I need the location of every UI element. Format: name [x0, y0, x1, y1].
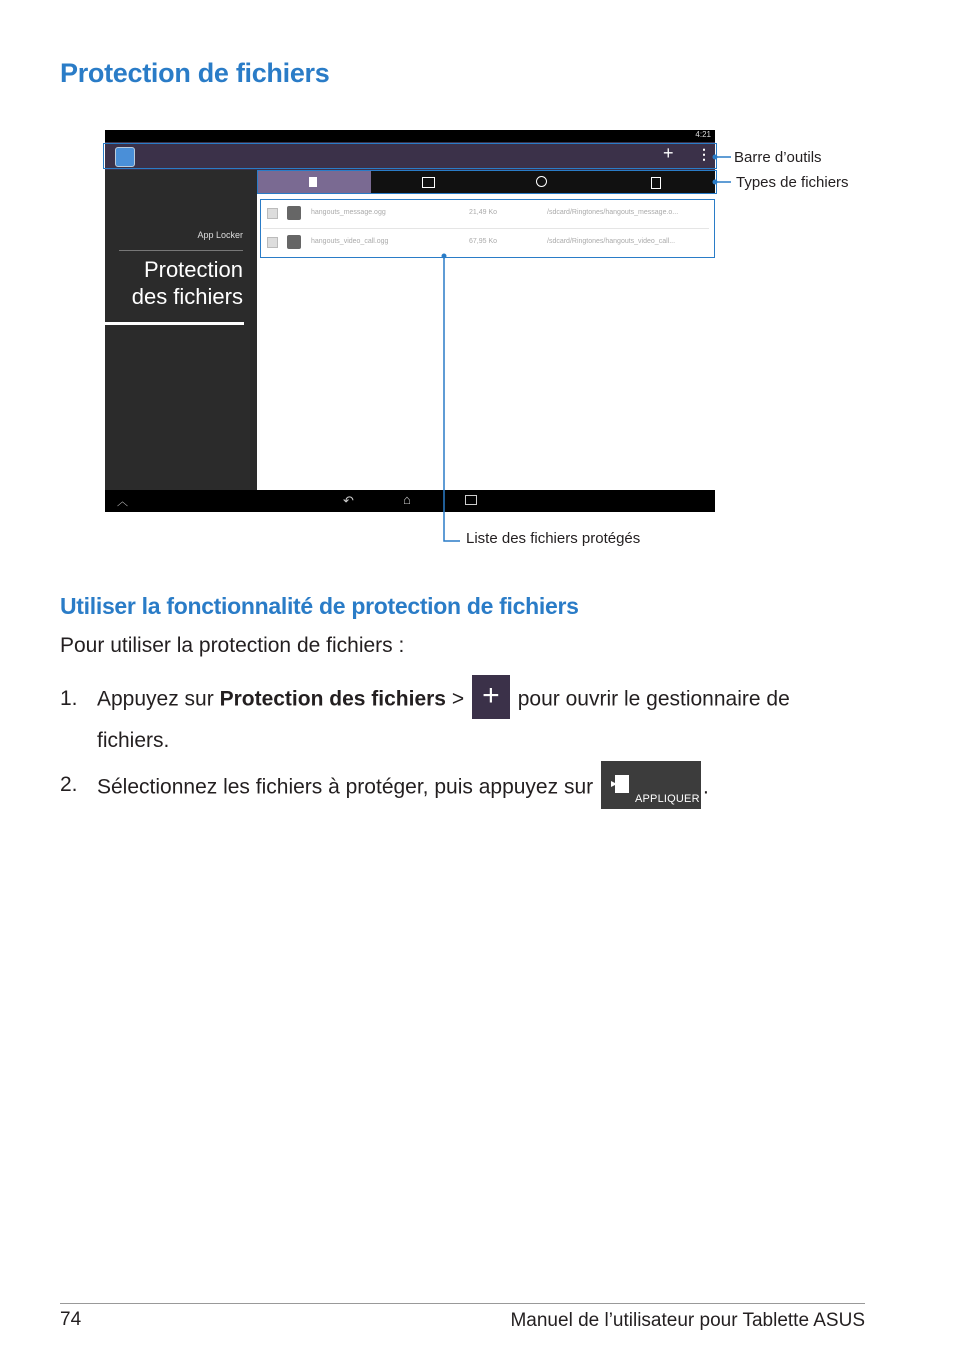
- plus-icon: +: [472, 675, 510, 719]
- file-size: 67,95 Ko: [469, 238, 498, 245]
- step-2-line: [97, 764, 709, 812]
- back-icon[interactable]: ↶: [343, 493, 354, 508]
- step-2-text-after: .: [702, 775, 709, 799]
- sidebar-item-app-locker[interactable]: App Locker: [197, 230, 243, 240]
- footer-divider: [60, 1303, 865, 1304]
- step-number: 2.: [60, 773, 78, 796]
- callout-toolbar: Barre d’outils: [734, 149, 822, 166]
- chevron-up-icon[interactable]: ︿: [117, 496, 128, 508]
- step-1-bold: Protection des fichiers: [219, 687, 446, 711]
- section-heading: Utiliser la fonctionnalité de protection de fichiers: [60, 593, 579, 619]
- step-1-text-mid: >: [445, 687, 470, 711]
- step-1-line1: [97, 678, 790, 722]
- file-name: hangouts_video_call.ogg: [311, 238, 389, 245]
- sidebar-protection-line1: Protection: [143, 257, 243, 282]
- page-number: 74: [60, 1309, 82, 1330]
- step-1-text-after: pour ouvrir le gestionnaire de: [511, 687, 790, 711]
- file-name: hangouts_message.ogg: [311, 209, 386, 216]
- add-icon[interactable]: +: [663, 143, 674, 163]
- file-size: 21,49 Ko: [469, 209, 498, 216]
- apply-icon: [611, 773, 631, 795]
- footer-title: Manuel de l’utilisateur pour Tablette ASUS: [510, 1310, 865, 1331]
- callout-file-types: Types de fichiers: [736, 174, 849, 191]
- apply-button: [601, 761, 701, 809]
- step-2-text-before: Sélectionnez les fichiers à protéger, puis appuyez sur: [97, 775, 599, 799]
- apply-button-label: APPLIQUER: [634, 793, 700, 805]
- step-1: [60, 678, 860, 762]
- callout-file-list: Liste des fichiers protégés: [466, 530, 641, 547]
- page-title: Protection de fichiers: [60, 58, 330, 88]
- file-path: /sdcard/Ringtones/hangouts_message.o...: [547, 209, 679, 216]
- step-2: [60, 764, 860, 812]
- step-1-text-before: Appuyez sur: [97, 687, 220, 711]
- sidebar-protection-line2: des fichiers: [131, 284, 243, 309]
- step-number: 1.: [60, 687, 78, 710]
- intro-text: Pour utiliser la protection de fichiers :: [60, 634, 405, 657]
- more-options-icon[interactable]: ⋮: [697, 146, 711, 162]
- file-path: /sdcard/Ringtones/hangouts_video_call...: [547, 238, 676, 245]
- step-1-line2: fichiers.: [97, 729, 170, 752]
- status-time: 4:21: [695, 130, 711, 139]
- callout-lines: [0, 0, 954, 560]
- home-icon[interactable]: ⌂: [403, 492, 411, 507]
